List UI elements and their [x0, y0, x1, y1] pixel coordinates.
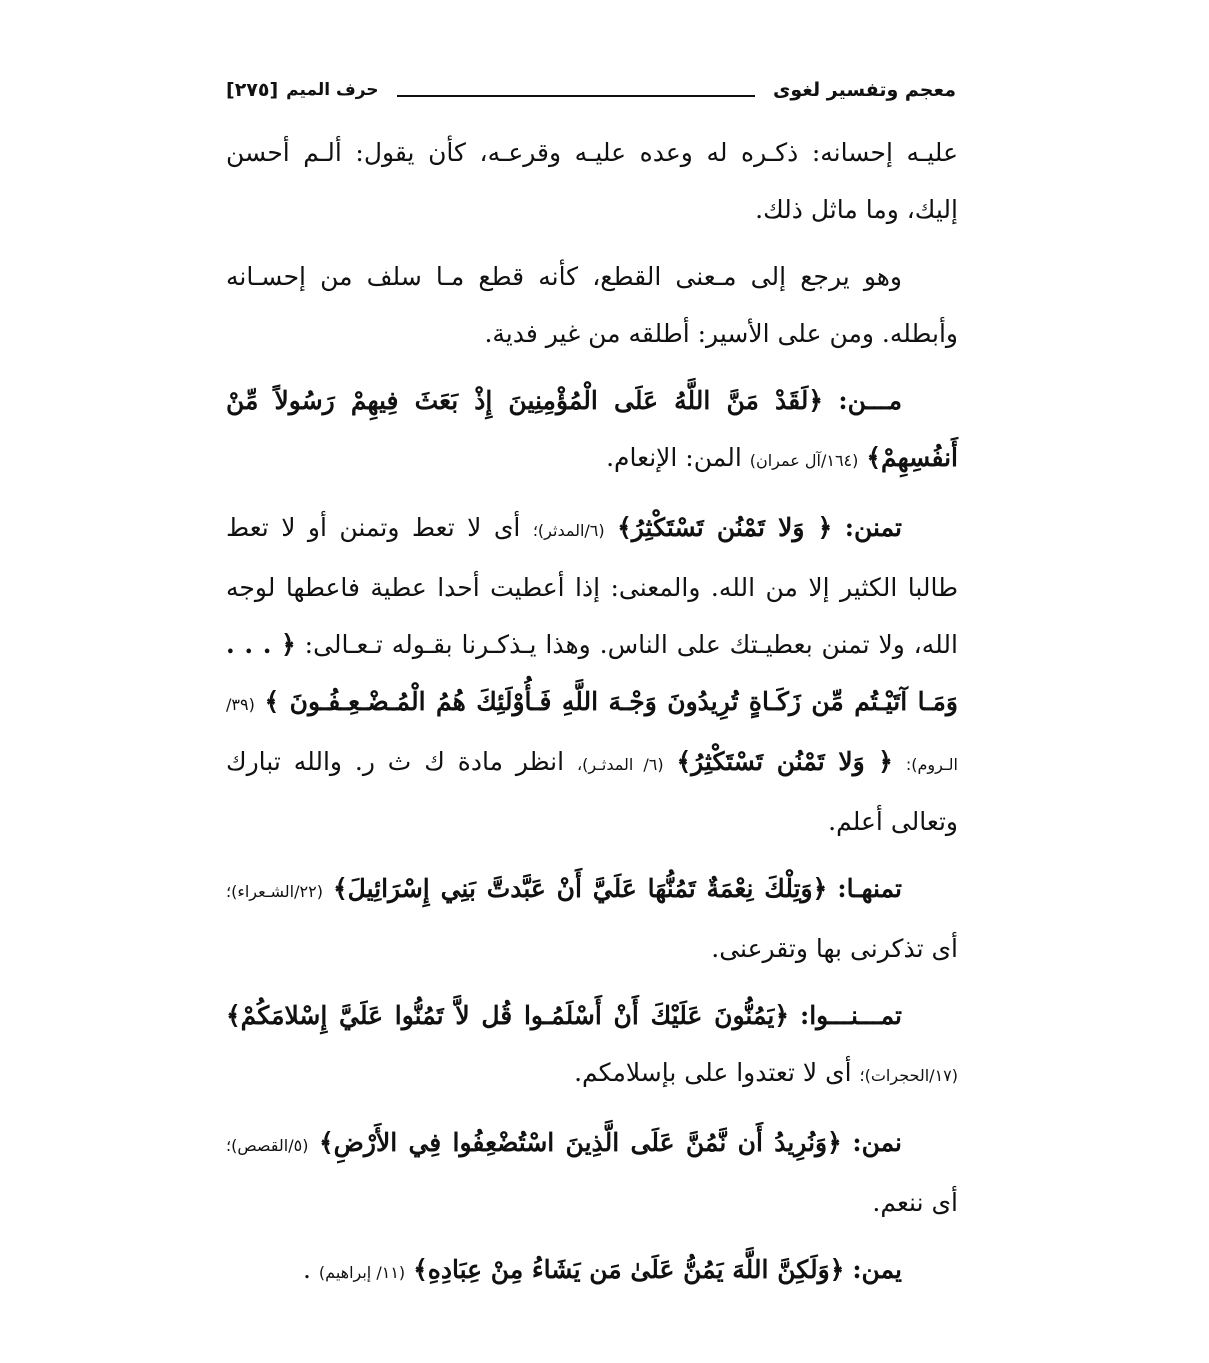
entry-gloss: أى لا تعط وتمنن أو لا تعط طالبا الكثير إلا من الله. والمعنى: إذا أعطيت أحدا عطية فاعطها لوجه الله، ولا تمنن بعطيـتك على الناس. وهذا يـذكـرنا بقـوله تـعـالى:	[226, 513, 958, 659]
header-rule	[397, 95, 755, 97]
entry-tamunnu	[226, 987, 958, 1104]
quran-verse: ﴿وَتِلْكَ نِعْمَةٌ تَمُنُّهَا عَلَيَّ أَنْ عَبَّدتَّ بَنِي إِسْرَائِيلَ﴾	[333, 874, 828, 903]
verse-reference: (٦/المدثر)؛	[532, 521, 605, 540]
paragraph-text: وهو يرجع إلى مـعنى القطع، كأنه قطع مـا سلف من إحسـانه وأبطله. ومن على الأسير: أطلقه من غير فدية.	[226, 262, 958, 348]
verse-reference: (٦/ المدثـر)،	[576, 755, 664, 774]
paragraph-1	[226, 124, 958, 238]
entry-gloss: المن: الإنعام.	[606, 443, 742, 472]
verse-reference: (١٧/الحجرات)؛	[859, 1066, 958, 1085]
headword: يمن:	[852, 1255, 902, 1284]
book-title: معجم وتفسير لغوى	[772, 79, 956, 101]
paragraph-2	[226, 248, 958, 362]
quran-verse: ﴿يَمُنُّونَ عَلَيْكَ أَنْ أَسْلَمُـوا قُل لاَّ تَمُنُّوا عَلَيَّ إِسْلامَكُمْ﴾	[226, 1001, 790, 1030]
entry-yamun	[226, 1241, 958, 1301]
quran-verse: ﴿وَنُرِيدُ أَن نَّمُنَّ عَلَى الَّذِينَ اسْتُضْعِفُوا فِي الأَرْضِ﴾	[319, 1128, 842, 1157]
verse-reference: (١٦٤/آل عمران)	[749, 451, 859, 470]
page-number: [٢٧٥]	[226, 79, 279, 101]
paragraph-text: عليـه إحسانه: ذكـره له وعده عليـه وقرعـه، كأن يقول: ألـم أحسن إليك، وما ماثل ذلك.	[226, 138, 958, 224]
entry-gloss: أى تذكرنى بها وتقرعنى.	[711, 934, 958, 963]
headword: تمنهـا:	[837, 874, 903, 903]
page-body	[226, 124, 958, 1311]
verse-reference: (١١/ إبراهيم)	[318, 1263, 406, 1282]
entry-end: .	[303, 1255, 311, 1284]
quran-verse: ﴿وَلَكِنَّ اللَّهَ يَمُنُّ عَلَىٰ مَن يَشَاءُ مِنْ عِبَادِهِ﴾	[413, 1255, 845, 1284]
entry-mn	[226, 372, 958, 489]
quran-verse: ﴿لَقَدْ مَنَّ اللَّهُ عَلَى الْمُؤْمِنِينَ إِذْ بَعَثَ فِيهِمْ رَسُولاً مِّنْ أَنفُسِهِمْ﴾	[226, 386, 958, 472]
headword: تمـــنـــوا:	[800, 1001, 902, 1030]
section-title: حرف الميم	[286, 80, 379, 100]
entry-gloss: أى ننعم.	[872, 1188, 958, 1217]
running-header	[226, 72, 956, 108]
headword: مـــن:	[838, 386, 903, 415]
entry-gloss: انظر مادة ك ث ر. والله تبارك وتعالى أعلم.	[226, 747, 958, 836]
headword: نمن:	[852, 1128, 903, 1157]
verse-reference: (٥/القصص)؛	[226, 1136, 309, 1155]
entry-gloss: أى لا تعتدوا على بإسلامكم.	[574, 1058, 852, 1087]
entry-tamunnuha	[226, 860, 958, 977]
verse-reference: (٣٩/الـروم):	[226, 695, 958, 774]
quran-verse: ﴿ وَلا تَمْنُن تَسْتَكْثِرُ﴾	[617, 513, 833, 542]
headword: تمنن:	[844, 513, 903, 542]
entry-tamnun	[226, 499, 958, 850]
quran-verse: ﴿ . . . وَمَـا آتَيْـتُم مِّن زَكَـاةٍ تُرِيدُونَ وَجْـهَ اللَّهِ فَـأُوْلَئِكَ هُمُ الْمُـضْـعِـفُـونَ ﴾	[226, 630, 959, 716]
quran-verse: ﴿ وَلا تَمْنُن تَسْتَكْثِرُ﴾	[676, 747, 893, 776]
verse-reference: (٢٢/الشـعراء)؛	[226, 882, 323, 901]
entry-namun	[226, 1114, 958, 1231]
